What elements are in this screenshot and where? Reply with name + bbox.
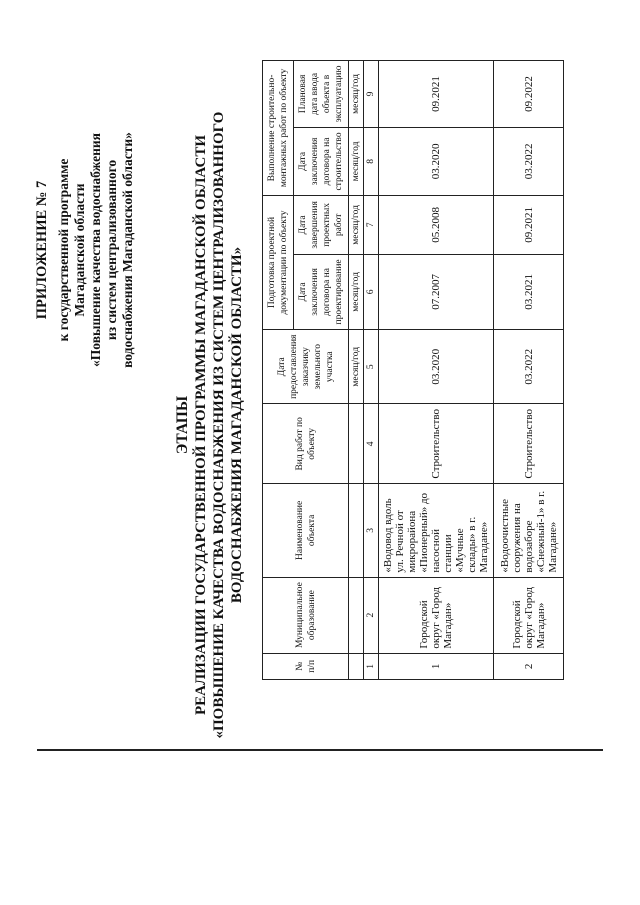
column-number: 6 bbox=[364, 254, 379, 329]
header-design-completion: Дата завершения проектных работ bbox=[294, 195, 349, 254]
row-construction-contract: 03.2020 bbox=[379, 127, 494, 195]
unit-cell: месяц/год bbox=[349, 330, 364, 404]
header-work-type: Вид работ по объекту bbox=[263, 404, 349, 484]
row-design-completion: 05.2008 bbox=[379, 195, 494, 254]
header-land-date: Дата предоставления заказчику земельного участка bbox=[263, 330, 349, 404]
row-design-contract: 03.2021 bbox=[494, 254, 564, 329]
unit-cell: месяц/год bbox=[349, 127, 364, 195]
row-commissioning: 09.2022 bbox=[494, 61, 564, 128]
row-municipality: Городской округ «Город Магадан» bbox=[494, 577, 564, 653]
column-number: 5 bbox=[364, 330, 379, 404]
row-land-date: 03.2022 bbox=[494, 330, 564, 404]
header-design-group: Подготовка проектной документации по объекту bbox=[263, 195, 294, 329]
row-municipality: Городской округ «Город Магадан» bbox=[379, 577, 494, 653]
appendix-line: водоснабжения Магаданской области» bbox=[120, 132, 135, 368]
column-number: 1 bbox=[364, 653, 379, 679]
stages-table bbox=[262, 60, 564, 680]
heading-line: «ПОВЫШЕНИЕ КАЧЕСТВА ВОДОСНАБЖЕНИЯ ИЗ СИСТЕМ ЦЕНТРАЛИЗОВАННОГО bbox=[211, 111, 227, 739]
header-row bbox=[263, 61, 294, 680]
column-number-row bbox=[364, 61, 379, 680]
header-commissioning: Плановая дата ввода объекта в эксплуатацию bbox=[294, 61, 349, 128]
row-work-type: Строительство bbox=[379, 404, 494, 484]
row-work-type: Строительство bbox=[494, 404, 564, 484]
header-construction-contract: Дата заключения договора на строительство bbox=[294, 127, 349, 195]
row-num: 2 bbox=[494, 653, 564, 679]
divider-line bbox=[37, 749, 603, 751]
row-num: 1 bbox=[379, 653, 494, 679]
heading-line: ВОДОСНАБЖЕНИЯ МАГАДАНСКОЙ ОБЛАСТИ» bbox=[229, 246, 245, 604]
column-number: 2 bbox=[364, 577, 379, 653]
column-number: 8 bbox=[364, 127, 379, 195]
unit-cell: месяц/год bbox=[349, 61, 364, 128]
row-design-contract: 07.2007 bbox=[379, 254, 494, 329]
heading-line: ЭТАПЫ bbox=[174, 395, 191, 455]
table-row bbox=[379, 61, 494, 680]
row-design-completion: 09.2021 bbox=[494, 195, 564, 254]
appendix-line: «Повышение качества водоснабжения bbox=[88, 133, 103, 367]
column-number: 4 bbox=[364, 404, 379, 484]
document-heading bbox=[174, 80, 246, 770]
row-construction-contract: 03.2022 bbox=[494, 127, 564, 195]
row-commissioning: 09.2021 bbox=[379, 61, 494, 128]
header-object-name: Наименование объекта bbox=[263, 484, 349, 577]
row-object-name: «Водоочистные сооружения на водозаборе «Снежный-1» в г. Магадане» bbox=[494, 484, 564, 577]
unit-row bbox=[349, 61, 364, 680]
appendix-line: к государственной программе bbox=[56, 158, 71, 342]
column-number: 9 bbox=[364, 61, 379, 128]
row-object-name: «Водовод вдоль ул. Речной от микрорайона «Пионерный» до насосной станции «Мучные склады» в г. Магадане» bbox=[379, 484, 494, 577]
heading-line: РЕАЛИЗАЦИИ ГОСУДАРСТВЕННОЙ ПРОГРАММЫ МАГАДАНСКОЙ ОБЛАСТИ bbox=[193, 134, 209, 716]
row-land-date: 03.2020 bbox=[379, 330, 494, 404]
header-municipality: Муниципальное образование bbox=[263, 577, 349, 653]
stages-table-wrap bbox=[262, 60, 564, 680]
appendix-block bbox=[34, 15, 136, 485]
unit-cell: месяц/год bbox=[349, 195, 364, 254]
appendix-line: Магаданской области bbox=[72, 183, 87, 317]
appendix-line: из систем централизованного bbox=[104, 159, 119, 341]
appendix-title: ПРИЛОЖЕНИЕ № 7 bbox=[34, 180, 50, 320]
header-construction-group: Выполнение строительно-монтажных работ по объекту bbox=[263, 61, 294, 196]
unit-cell: месяц/год bbox=[349, 254, 364, 329]
column-number: 3 bbox=[364, 484, 379, 577]
header-num: № п/п bbox=[263, 653, 349, 679]
table-row bbox=[494, 61, 564, 680]
column-number: 7 bbox=[364, 195, 379, 254]
header-design-contract: Дата заключения договора на проектирование bbox=[294, 254, 349, 329]
